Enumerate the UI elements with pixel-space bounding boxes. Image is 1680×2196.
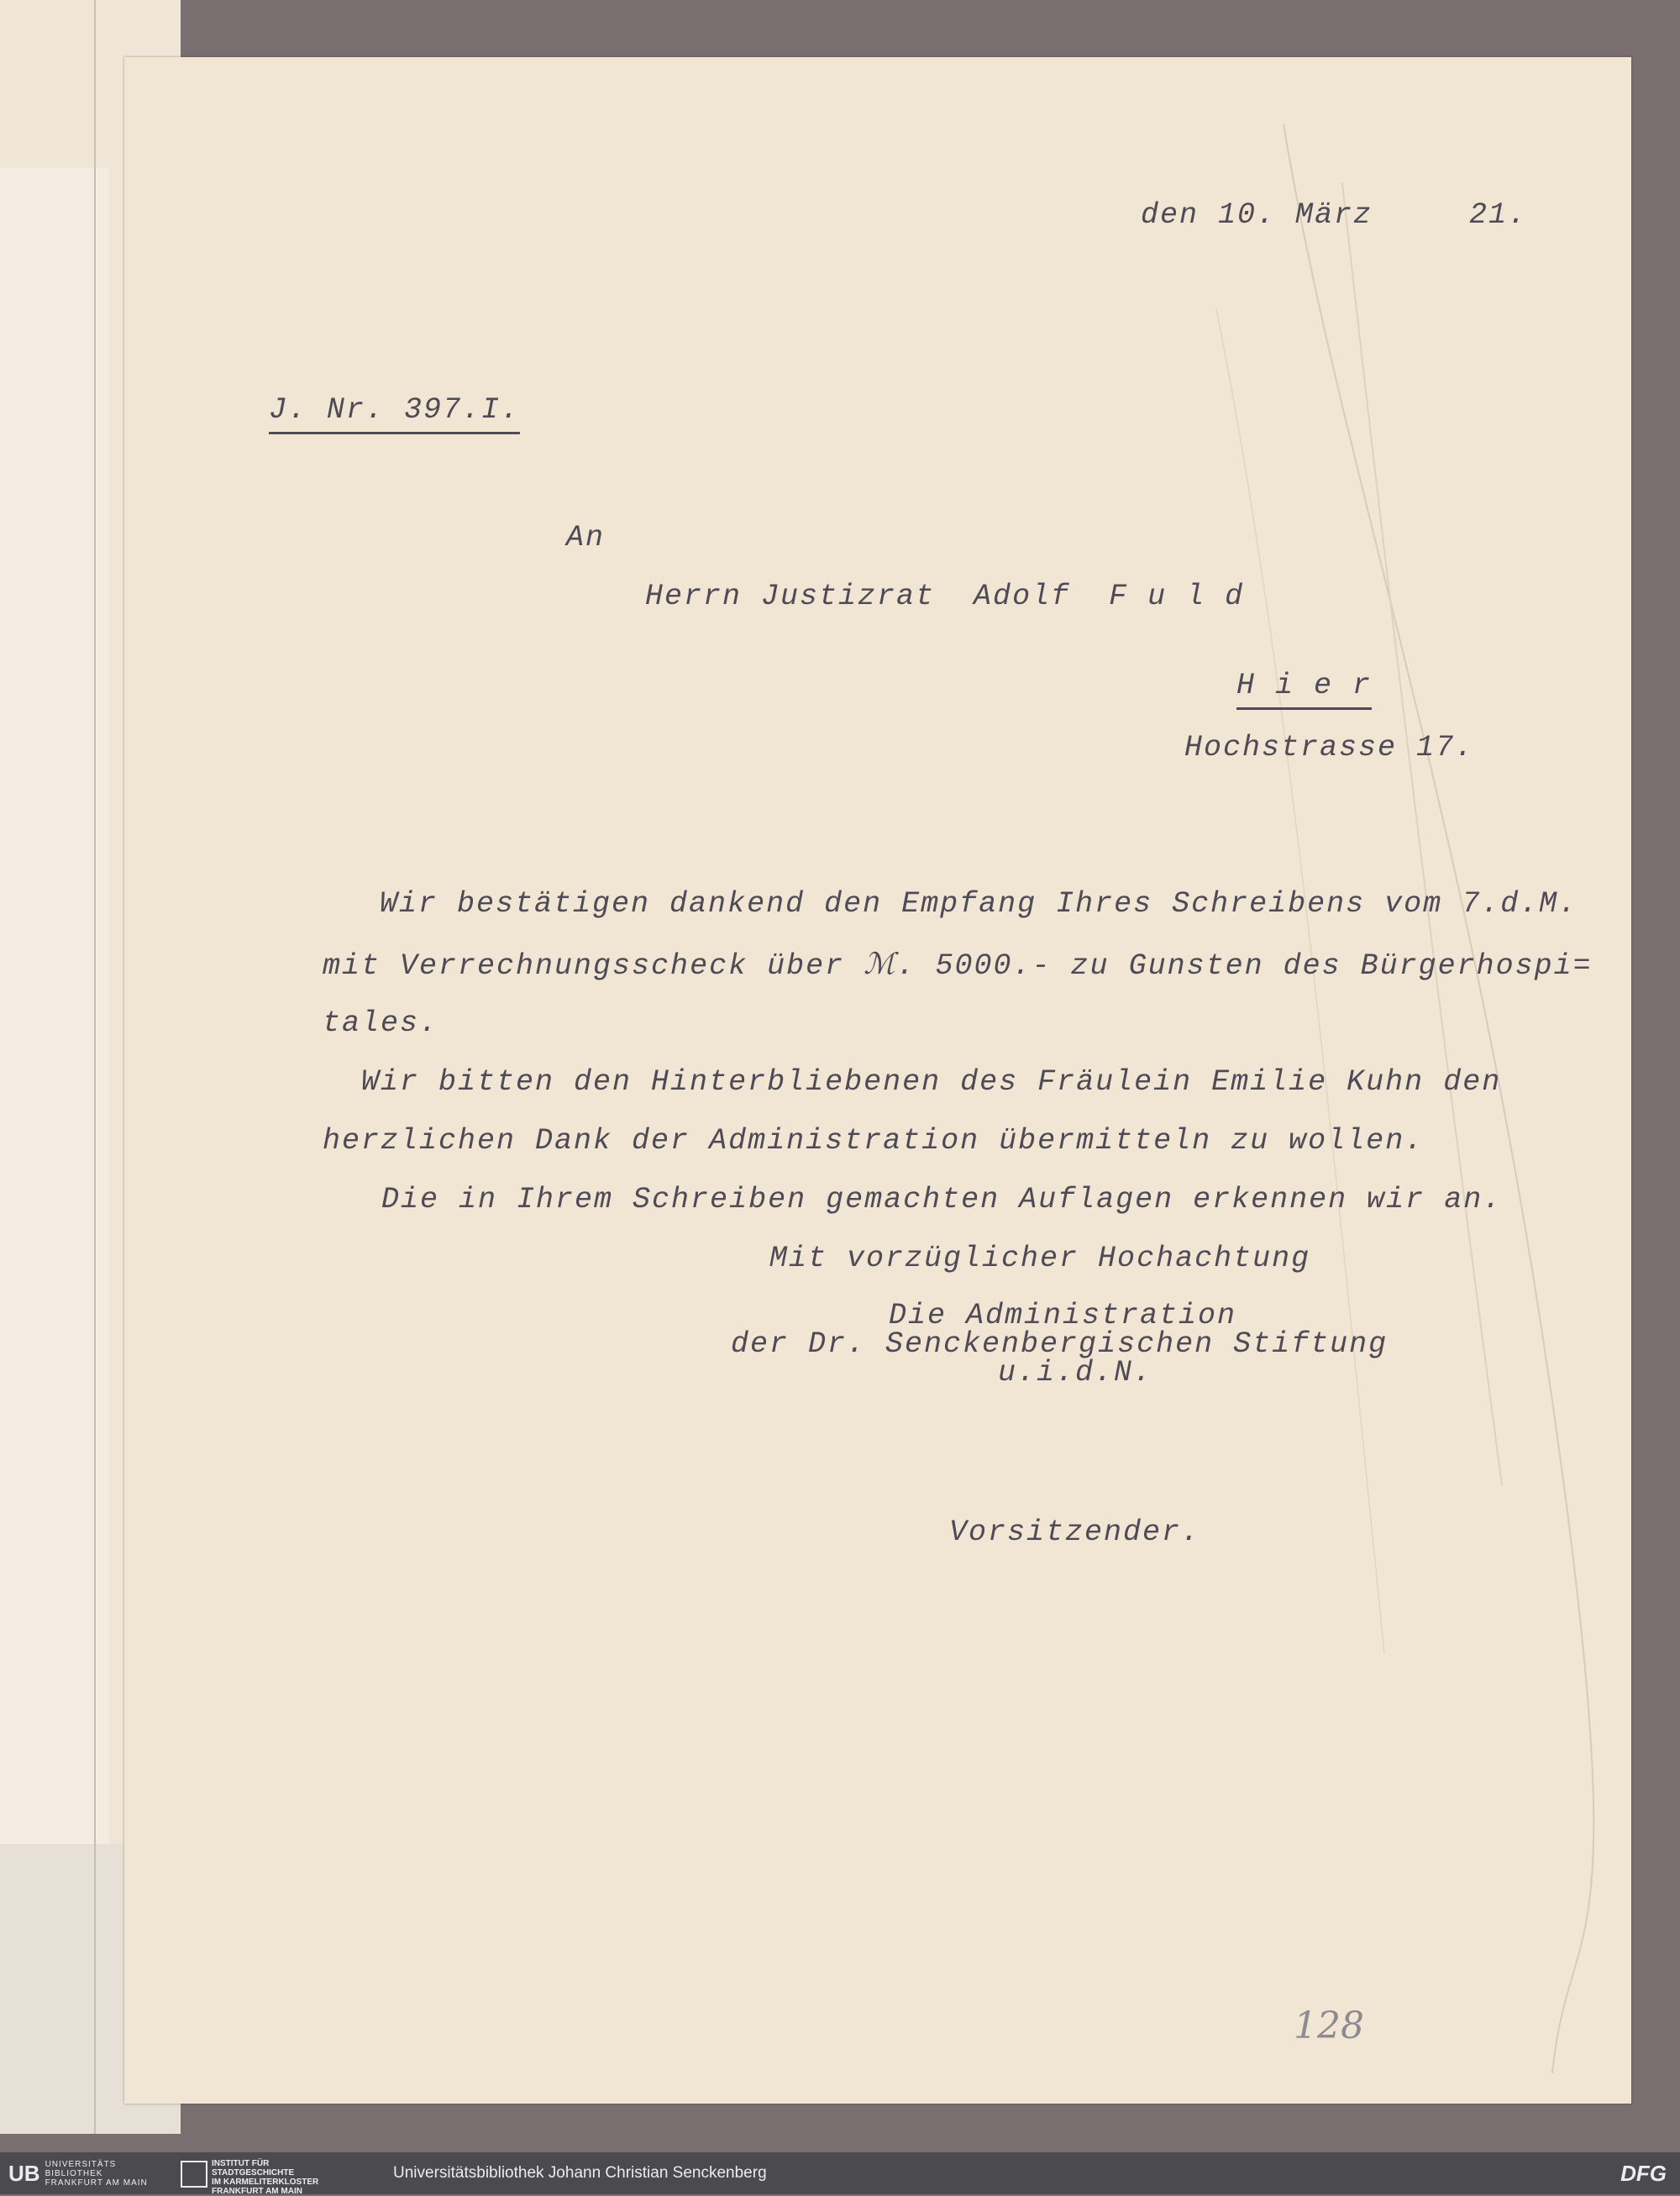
signatory-title: Vorsitzender. [949, 1516, 1201, 1549]
underlying-sheet-edge [94, 0, 96, 2134]
signature-line: Die Administration [889, 1299, 1237, 1332]
footer-bar [0, 2152, 1680, 2194]
ub-logo-text: UNIVERSITÄTS BIBLIOTHEK FRANKFURT AM MAIN [45, 2159, 148, 2188]
salutation-to: An [566, 521, 606, 554]
library-credit: Universitätsbibliothek Johann Christian Senckenberg [393, 2164, 767, 2182]
letter-date: den 10. März 21. [1141, 198, 1528, 232]
journal-number: J. Nr. 397.I. [269, 393, 520, 434]
letter-page [124, 57, 1631, 2104]
institute-logo-text[interactable]: INSTITUT FÜR STADTGESCHICHTE IM KARMELITERKLOSTER FRANKFURT AM MAIN [212, 2159, 319, 2196]
ub-logo-mark: UB [8, 2160, 40, 2186]
ub-logo[interactable] [8, 2159, 148, 2188]
body-line: tales. [323, 1006, 439, 1040]
underlying-sheet-strip [0, 168, 109, 1848]
closing-greeting: Mit vorzüglicher Hochachtung [769, 1242, 1311, 1275]
folio-number: 128 [1294, 2004, 1364, 2047]
dfg-logo[interactable]: DFG [1620, 2161, 1667, 2186]
signature-line: der Dr. Senckenbergischen Stiftung [731, 1327, 1389, 1361]
recipient-name: Herrn Justizrat Adolf F u l d [645, 580, 1245, 613]
recipient-street: Hochstrasse 17. [1184, 731, 1475, 764]
body-line: Wir bitten den Hinterbliebenen des Fräulein Emilie Kuhn den [361, 1065, 1502, 1099]
body-line: Die in Ihrem Schreiben gemachten Auflagen erkennen wir an. [381, 1183, 1503, 1216]
recipient-city: H i e r [1236, 669, 1372, 710]
body-line: Wir bestätigen dankend den Empfang Ihres Schreibens vom 7.d.M. [380, 887, 1578, 921]
body-line: herzlichen Dank der Administration übermitteln zu wollen. [323, 1124, 1425, 1158]
body-line: mit Verrechnungsscheck über ℳ. 5000.- zu Gunsten des Bürgerhospi= [323, 949, 1593, 983]
institute-logo-icon [181, 2161, 207, 2188]
signature-line: u.i.d.N. [998, 1356, 1153, 1390]
